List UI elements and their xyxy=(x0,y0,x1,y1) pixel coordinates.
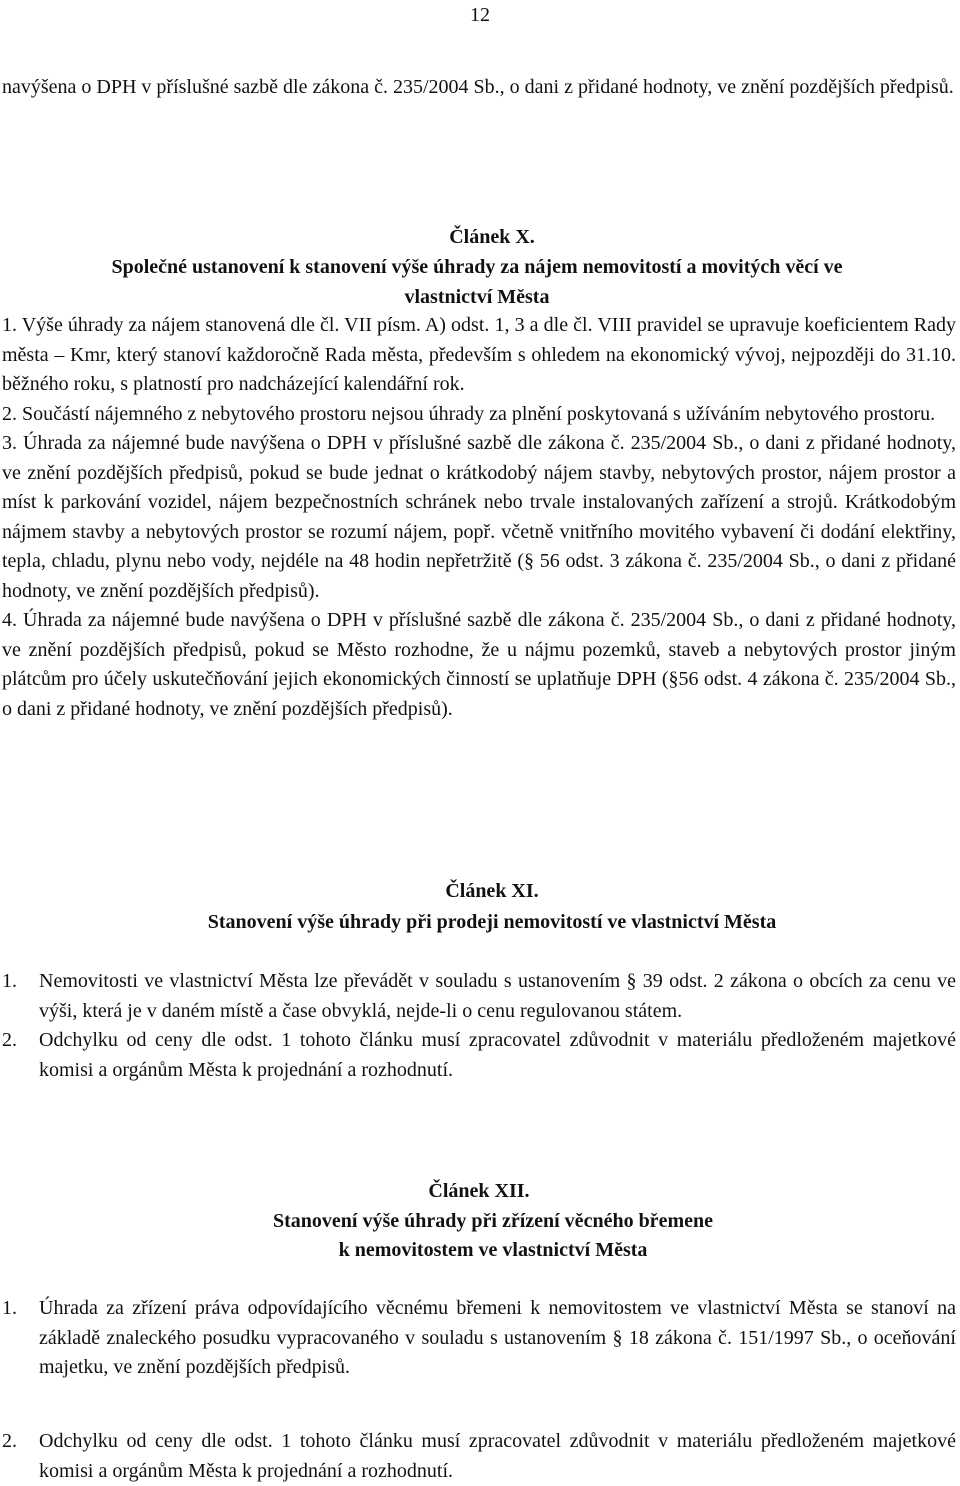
article-xii-item-1 xyxy=(2,1294,956,1383)
article-xii-item-1-text: Úhrada za zřízení práva odpovídajícího věcnému břemeni k nemovitostem ve vlastnictví Města se stanoví na základě znaleckého posudku vypracovaného v souladu s ustanovením § 18 zákona č. 151/1997 Sb., o oceňování majetku, ve znění pozdějších předpisů. xyxy=(39,1297,956,1378)
article-xi-item-1 xyxy=(2,967,956,1026)
article-x-title-line2: vlastnictví Města xyxy=(404,286,550,308)
article-xii-item-2-text: Odchylku od ceny dle odst. 1 tohoto článku musí zpracovatel zdůvodnit v materiálu předloženém majetkové komisi a orgánům Města k projednání a rozhodnutí. xyxy=(39,1430,956,1482)
article-x-title-line1: Společné ustanovení k stanovení výše úhrady za nájem nemovitostí a movitých věcí ve xyxy=(111,256,843,278)
article-x-paragraph-4: 4. Úhrada za nájemné bude navýšena o DPH v příslušné sazbě dle zákona č. 235/2004 Sb., o dani z přidané hodnoty, ve znění pozdějších předpisů, pokud se Město rozhodne, že u nájmu pozemků, staveb a nebytových prostor jiným plátcům pro účely uskutečňování jejich ekonomických činností se uplatňuje DPH (§56 odst. 4 zákona č. 235/2004 Sb., o dani z přidané hodnoty, ve znění pozdějších předpisů). xyxy=(2,609,956,720)
article-x-paragraph-2: 2. Součástí nájemného z nebytového prostoru nejsou úhrady za plnění poskytovaná s užíváním nebytového prostoru. xyxy=(2,402,936,425)
article-xi-item-2-text: Odchylku od ceny dle odst. 1 tohoto článku musí zpracovatel zdůvodnit v materiálu předloženém majetkové komisi a orgánům Města k projednání a rozhodnutí. xyxy=(39,1029,956,1081)
article-xi-heading: Článek XI. xyxy=(445,880,539,902)
article-x-paragraph-1: 1. Výše úhrady za nájem stanovená dle čl. VII písm. A) odst. 1, 3 a dle čl. VIII pravidel se upravuje koeficientem Rady města – Kmr, který stanoví každoročně Rada města, především s ohledem na ekonomický vývoj, nejpozději do 31.10. běžného roku, s platností pro nadcházející kalendářní rok. xyxy=(2,314,956,395)
article-xi-list xyxy=(2,967,956,1085)
article-xii-item-2-number: 2. xyxy=(2,1430,17,1452)
article-xii-heading: Článek XII. xyxy=(428,1180,530,1202)
article-xi-item-2-number: 2. xyxy=(2,1029,17,1051)
article-xi-item-1-text: Nemovitosti ve vlastnictví Města lze převádět v souladu s ustanovením § 39 odst. 2 zákona o obcích za cenu ve výši, která je v daném místě a čase obvyklá, nejde-li o cenu regulovanou státem. xyxy=(39,970,956,1022)
article-xi-item-1-number: 1. xyxy=(2,970,17,992)
article-xi-item-2 xyxy=(2,1026,956,1085)
article-xi-title: Stanovení výše úhrady při prodeji nemovitostí ve vlastnictví Města xyxy=(207,911,777,933)
article-x-paragraph-3: 3. Úhrada za nájemné bude navýšena o DPH v příslušné sazbě dle zákona č. 235/2004 Sb., o dani z přidané hodnoty, ve znění pozdějších předpisů, pokud se bude jednat o krátkodobý nájem stavby, nebytových prostor, nájem prostor a míst k parkování vozidel, nájem bezpečnostních schránek nebo trvale instalovaných zařízení a strojů. Krátkodobým nájmem stavby a nebytových prostor se rozumí nájem, popř. včetně vnitřního movitého vybavení či dodání elektřiny, tepla, chladu, plynu nebo vody, nejdéle na 48 hodin nepřetržitě (§ 56 odst. 3 zákona č. 235/2004 Sb., o dani z přidané hodnoty, ve znění pozdějších předpisů). xyxy=(2,432,956,602)
page-number: 12 xyxy=(470,4,490,26)
article-x-body xyxy=(2,311,956,724)
article-x-heading: Článek X. xyxy=(449,226,535,248)
intro-paragraph: navýšena o DPH v příslušné sazbě dle zákona č. 235/2004 Sb., o dani z přidané hodnoty, ve znění pozdějších předpisů. xyxy=(2,76,954,98)
article-xii-item-1-block xyxy=(2,1294,956,1383)
article-xii-title-line2: k nemovitostem ve vlastnictví Města xyxy=(338,1239,648,1261)
article-xii-title-line1: Stanovení výše úhrady při zřízení věcného břemene xyxy=(273,1210,713,1232)
article-xii-item-2 xyxy=(2,1427,956,1486)
article-xii-item-2-block xyxy=(2,1427,956,1486)
article-xii-item-1-number: 1. xyxy=(2,1297,17,1319)
